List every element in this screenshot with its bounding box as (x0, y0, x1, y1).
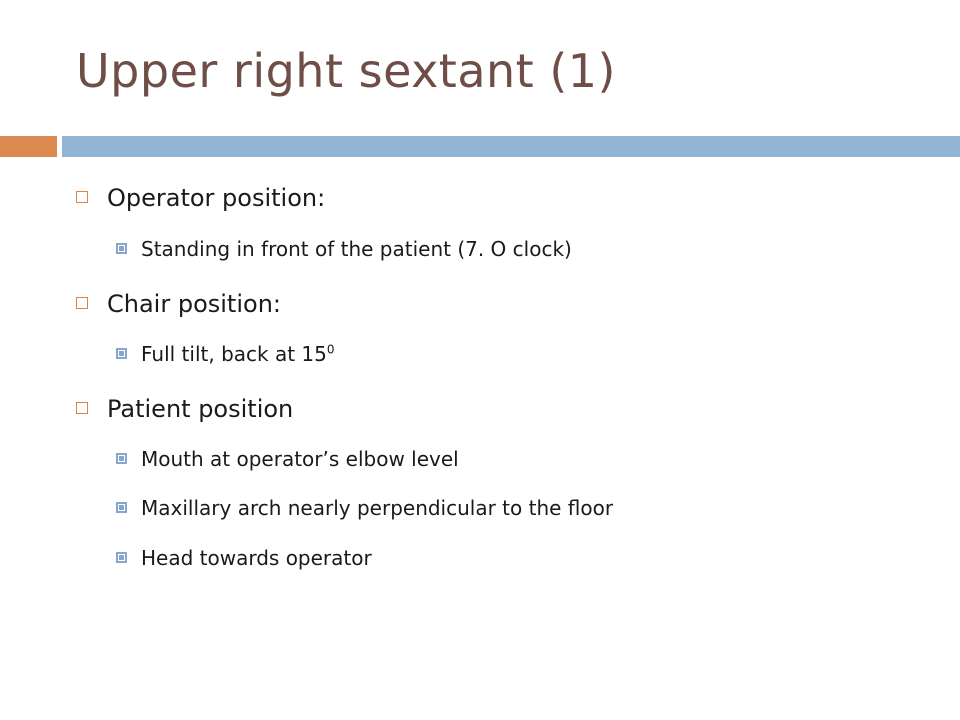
list-item (116, 237, 572, 261)
square-bullet-icon (116, 348, 127, 359)
section-heading: Operator position: (107, 184, 326, 212)
list-item (116, 342, 335, 366)
list-item (116, 447, 459, 471)
section-heading: Chair position: (107, 290, 281, 318)
square-bullet-icon (116, 502, 127, 513)
section-operator-position (76, 184, 325, 212)
section-patient-position (76, 395, 293, 423)
slide-title: Upper right sextant (1) (76, 44, 616, 98)
list-item (116, 546, 372, 570)
list-item-text: Full tilt, back at 15 (141, 342, 327, 366)
square-bullet-icon (116, 243, 127, 254)
list-item-text: Maxillary arch nearly perpendicular to the floor (141, 496, 614, 520)
accent-bar-blue (62, 136, 960, 157)
list-item-text: Mouth at operator’s elbow level (141, 447, 459, 471)
hollow-square-bullet-icon (76, 191, 88, 203)
hollow-square-bullet-icon (76, 402, 88, 414)
square-bullet-icon (116, 552, 127, 563)
accent-bar-orange (0, 136, 57, 157)
list-item-text: Head towards operator (141, 546, 372, 570)
square-bullet-icon (116, 453, 127, 464)
section-chair-position (76, 290, 281, 318)
hollow-square-bullet-icon (76, 297, 88, 309)
degree-superscript: 0 (326, 342, 335, 357)
list-item-text: Standing in front of the patient (7. O clock) (141, 237, 572, 261)
section-heading: Patient position (107, 395, 294, 423)
list-item (116, 496, 613, 520)
